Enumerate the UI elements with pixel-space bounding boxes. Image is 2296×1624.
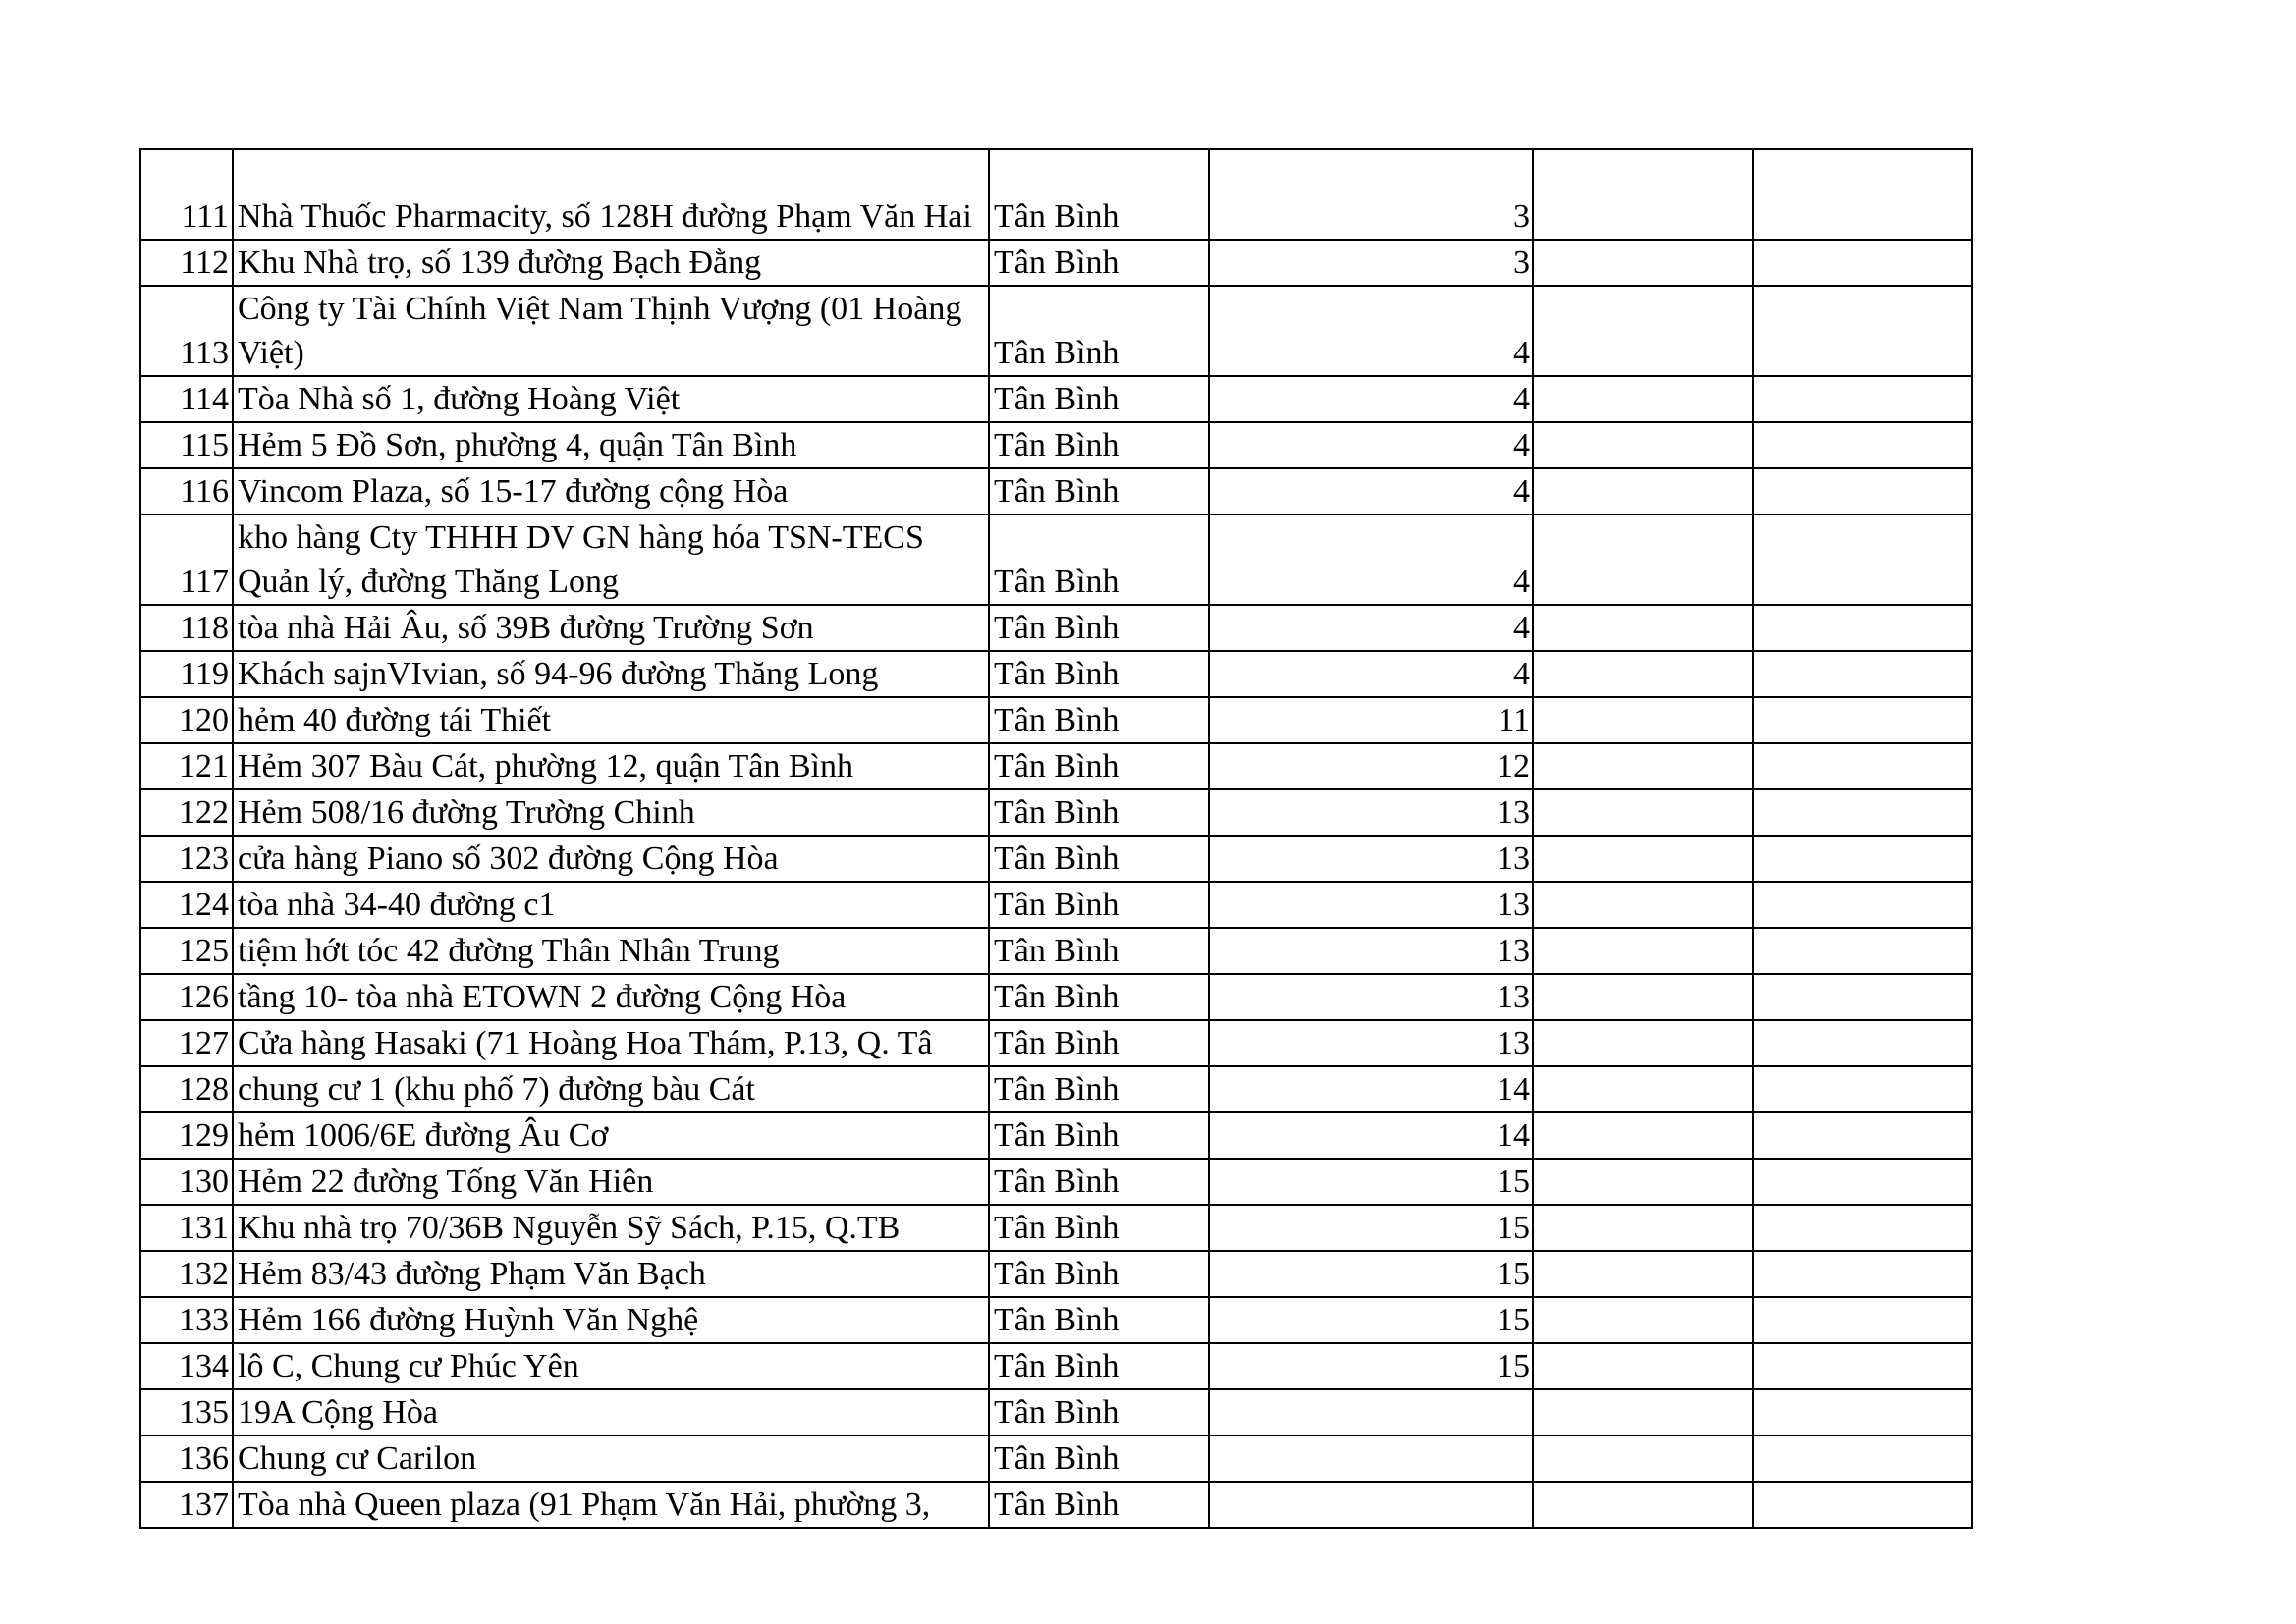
cell-ward: 4	[1209, 422, 1533, 468]
cell-empty	[1753, 422, 1972, 468]
cell-empty	[1753, 1205, 1972, 1251]
cell-empty	[1753, 789, 1972, 836]
cell-district: Tân Bình	[989, 697, 1209, 743]
cell-row-number: 120	[140, 697, 233, 743]
cell-location-name: Nhà Thuốc Pharmacity, số 128H đường Phạm Văn Hai	[233, 149, 989, 240]
table-row	[140, 789, 1972, 836]
cell-row-number: 133	[140, 1297, 233, 1343]
cell-row-number: 111	[140, 149, 233, 240]
cell-location-name: kho hàng Cty THHH DV GN hàng hóa TSN-TECS Quản lý, đường Thăng Long	[233, 514, 989, 605]
cell-location-name: Tòa Nhà số 1, đường Hoàng Việt	[233, 376, 989, 422]
cell-ward: 13	[1209, 882, 1533, 928]
table-row	[140, 605, 1972, 651]
data-table	[139, 148, 1973, 1529]
cell-district: Tân Bình	[989, 1066, 1209, 1112]
cell-district: Tân Bình	[989, 468, 1209, 514]
cell-empty	[1753, 149, 1972, 240]
cell-ward: 12	[1209, 743, 1533, 789]
table-row	[140, 1343, 1972, 1389]
cell-row-number: 112	[140, 240, 233, 286]
cell-district: Tân Bình	[989, 1112, 1209, 1159]
cell-district: Tân Bình	[989, 1020, 1209, 1066]
cell-row-number: 115	[140, 422, 233, 468]
cell-location-name: Khu nhà trọ 70/36B Nguyễn Sỹ Sách, P.15, Q.TB	[233, 1205, 989, 1251]
cell-row-number: 124	[140, 882, 233, 928]
cell-ward: 13	[1209, 836, 1533, 882]
cell-ward: 11	[1209, 697, 1533, 743]
cell-empty	[1533, 1159, 1753, 1205]
cell-location-name: Khách sajnVIvian, số 94-96 đường Thăng Long	[233, 651, 989, 697]
cell-district: Tân Bình	[989, 1205, 1209, 1251]
cell-row-number: 119	[140, 651, 233, 697]
cell-empty	[1753, 240, 1972, 286]
cell-ward: 13	[1209, 974, 1533, 1020]
cell-location-name: Vincom Plaza, số 15-17 đường cộng Hòa	[233, 468, 989, 514]
cell-ward: 3	[1209, 149, 1533, 240]
cell-district: Tân Bình	[989, 1343, 1209, 1389]
cell-ward: 4	[1209, 376, 1533, 422]
cell-district: Tân Bình	[989, 422, 1209, 468]
cell-row-number: 137	[140, 1482, 233, 1528]
cell-row-number: 118	[140, 605, 233, 651]
cell-empty	[1753, 1020, 1972, 1066]
table-row	[140, 240, 1972, 286]
cell-empty	[1533, 1389, 1753, 1435]
cell-empty	[1533, 376, 1753, 422]
cell-row-number: 134	[140, 1343, 233, 1389]
cell-empty	[1753, 376, 1972, 422]
table-row	[140, 1251, 1972, 1297]
cell-empty	[1533, 882, 1753, 928]
cell-row-number: 132	[140, 1251, 233, 1297]
cell-empty	[1533, 651, 1753, 697]
table-row	[140, 882, 1972, 928]
cell-ward	[1209, 1435, 1533, 1482]
cell-empty	[1753, 1297, 1972, 1343]
cell-location-name: hẻm 40 đường tái Thiết	[233, 697, 989, 743]
cell-ward: 15	[1209, 1343, 1533, 1389]
table-row	[140, 928, 1972, 974]
table-row	[140, 1066, 1972, 1112]
cell-location-name: Hẻm 166 đường Huỳnh Văn Nghệ	[233, 1297, 989, 1343]
cell-empty	[1533, 1482, 1753, 1528]
table-row	[140, 1205, 1972, 1251]
table-row	[140, 651, 1972, 697]
cell-empty	[1753, 1112, 1972, 1159]
cell-empty	[1533, 789, 1753, 836]
cell-empty	[1533, 1112, 1753, 1159]
cell-district: Tân Bình	[989, 882, 1209, 928]
cell-ward: 14	[1209, 1112, 1533, 1159]
cell-ward: 4	[1209, 468, 1533, 514]
cell-empty	[1533, 605, 1753, 651]
table-row	[140, 974, 1972, 1020]
cell-location-name: Chung cư Carilon	[233, 1435, 989, 1482]
cell-district: Tân Bình	[989, 743, 1209, 789]
cell-ward: 4	[1209, 605, 1533, 651]
cell-district: Tân Bình	[989, 928, 1209, 974]
cell-row-number: 117	[140, 514, 233, 605]
cell-empty	[1533, 514, 1753, 605]
cell-empty	[1533, 240, 1753, 286]
cell-district: Tân Bình	[989, 1482, 1209, 1528]
cell-row-number: 135	[140, 1389, 233, 1435]
cell-location-name: chung cư 1 (khu phố 7) đường bàu Cát	[233, 1066, 989, 1112]
cell-district: Tân Bình	[989, 149, 1209, 240]
cell-empty	[1533, 836, 1753, 882]
cell-district: Tân Bình	[989, 651, 1209, 697]
cell-empty	[1753, 1343, 1972, 1389]
cell-empty	[1533, 743, 1753, 789]
cell-row-number: 114	[140, 376, 233, 422]
cell-location-name: hẻm 1006/6E đường Âu Cơ	[233, 1112, 989, 1159]
cell-empty	[1753, 1435, 1972, 1482]
cell-empty	[1753, 1389, 1972, 1435]
cell-empty	[1533, 928, 1753, 974]
cell-ward: 13	[1209, 789, 1533, 836]
cell-empty	[1533, 1251, 1753, 1297]
cell-district: Tân Bình	[989, 1297, 1209, 1343]
cell-ward: 15	[1209, 1159, 1533, 1205]
cell-empty	[1533, 974, 1753, 1020]
cell-empty	[1533, 1343, 1753, 1389]
table-row	[140, 422, 1972, 468]
cell-row-number: 136	[140, 1435, 233, 1482]
cell-ward: 15	[1209, 1205, 1533, 1251]
table-row	[140, 1159, 1972, 1205]
cell-location-name: Tòa nhà Queen plaza (91 Phạm Văn Hải, phường 3,	[233, 1482, 989, 1528]
table-row	[140, 697, 1972, 743]
table-row	[140, 1389, 1972, 1435]
cell-district: Tân Bình	[989, 240, 1209, 286]
cell-district: Tân Bình	[989, 514, 1209, 605]
cell-row-number: 127	[140, 1020, 233, 1066]
cell-location-name: tiệm hớt tóc 42 đường Thân Nhân Trung	[233, 928, 989, 974]
table-row	[140, 1435, 1972, 1482]
cell-empty	[1533, 149, 1753, 240]
cell-empty	[1533, 1205, 1753, 1251]
cell-district: Tân Bình	[989, 1435, 1209, 1482]
cell-location-name: Hẻm 83/43 đường Phạm Văn Bạch	[233, 1251, 989, 1297]
table-row	[140, 376, 1972, 422]
cell-district: Tân Bình	[989, 376, 1209, 422]
cell-empty	[1753, 286, 1972, 376]
cell-location-name: tầng 10- tòa nhà ETOWN 2 đường Cộng Hòa	[233, 974, 989, 1020]
cell-district: Tân Bình	[989, 1159, 1209, 1205]
cell-location-name: tòa nhà 34-40 đường c1	[233, 882, 989, 928]
cell-empty	[1753, 928, 1972, 974]
cell-district: Tân Bình	[989, 974, 1209, 1020]
cell-row-number: 126	[140, 974, 233, 1020]
cell-location-name: Hẻm 22 đường Tống Văn Hiên	[233, 1159, 989, 1205]
cell-location-name: Hẻm 5 Đồ Sơn, phường 4, quận Tân Bình	[233, 422, 989, 468]
cell-empty	[1753, 1482, 1972, 1528]
cell-location-name: Khu Nhà trọ, số 139 đường Bạch Đằng	[233, 240, 989, 286]
cell-location-name: Hẻm 307 Bàu Cát, phường 12, quận Tân Bình	[233, 743, 989, 789]
cell-district: Tân Bình	[989, 286, 1209, 376]
cell-ward: 3	[1209, 240, 1533, 286]
cell-empty	[1753, 651, 1972, 697]
cell-empty	[1753, 697, 1972, 743]
table-row	[140, 743, 1972, 789]
table-row	[140, 149, 1972, 240]
table-row	[140, 514, 1972, 605]
cell-row-number: 122	[140, 789, 233, 836]
cell-row-number: 116	[140, 468, 233, 514]
cell-district: Tân Bình	[989, 836, 1209, 882]
cell-empty	[1533, 1066, 1753, 1112]
cell-empty	[1753, 1066, 1972, 1112]
cell-empty	[1533, 286, 1753, 376]
cell-location-name: tòa nhà Hải Âu, số 39B đường Trường Sơn	[233, 605, 989, 651]
cell-ward: 15	[1209, 1297, 1533, 1343]
cell-empty	[1753, 836, 1972, 882]
cell-empty	[1753, 514, 1972, 605]
cell-empty	[1533, 1435, 1753, 1482]
cell-ward	[1209, 1389, 1533, 1435]
cell-empty	[1533, 422, 1753, 468]
cell-location-name: Cửa hàng Hasaki (71 Hoàng Hoa Thám, P.13, Q. Tâ	[233, 1020, 989, 1066]
cell-row-number: 125	[140, 928, 233, 974]
cell-location-name: 19A Cộng Hòa	[233, 1389, 989, 1435]
cell-row-number: 129	[140, 1112, 233, 1159]
table-row	[140, 1112, 1972, 1159]
cell-row-number: 130	[140, 1159, 233, 1205]
table-row	[140, 1482, 1972, 1528]
cell-ward: 13	[1209, 1020, 1533, 1066]
cell-empty	[1533, 1020, 1753, 1066]
table-row	[140, 1020, 1972, 1066]
table-row	[140, 1297, 1972, 1343]
cell-district: Tân Bình	[989, 605, 1209, 651]
cell-ward: 4	[1209, 514, 1533, 605]
cell-ward	[1209, 1482, 1533, 1528]
cell-empty	[1753, 974, 1972, 1020]
cell-row-number: 121	[140, 743, 233, 789]
cell-district: Tân Bình	[989, 789, 1209, 836]
cell-ward: 13	[1209, 928, 1533, 974]
cell-location-name: Hẻm 508/16 đường Trường Chinh	[233, 789, 989, 836]
cell-location-name: cửa hàng Piano số 302 đường Cộng Hòa	[233, 836, 989, 882]
cell-district: Tân Bình	[989, 1389, 1209, 1435]
cell-ward: 14	[1209, 1066, 1533, 1112]
cell-ward: 15	[1209, 1251, 1533, 1297]
cell-empty	[1753, 743, 1972, 789]
table-row	[140, 836, 1972, 882]
cell-row-number: 123	[140, 836, 233, 882]
table-row	[140, 468, 1972, 514]
cell-empty	[1533, 468, 1753, 514]
cell-row-number: 131	[140, 1205, 233, 1251]
cell-empty	[1753, 468, 1972, 514]
cell-ward: 4	[1209, 651, 1533, 697]
cell-district: Tân Bình	[989, 1251, 1209, 1297]
cell-empty	[1533, 1297, 1753, 1343]
cell-empty	[1753, 605, 1972, 651]
table-body	[140, 149, 1972, 1528]
cell-location-name: lô C, Chung cư Phúc Yên	[233, 1343, 989, 1389]
cell-ward: 4	[1209, 286, 1533, 376]
cell-location-name: Công ty Tài Chính Việt Nam Thịnh Vượng (01 Hoàng Việt)	[233, 286, 989, 376]
table-row	[140, 286, 1972, 376]
cell-empty	[1533, 697, 1753, 743]
cell-empty	[1753, 1159, 1972, 1205]
cell-empty	[1753, 1251, 1972, 1297]
cell-row-number: 113	[140, 286, 233, 376]
cell-empty	[1753, 882, 1972, 928]
cell-row-number: 128	[140, 1066, 233, 1112]
